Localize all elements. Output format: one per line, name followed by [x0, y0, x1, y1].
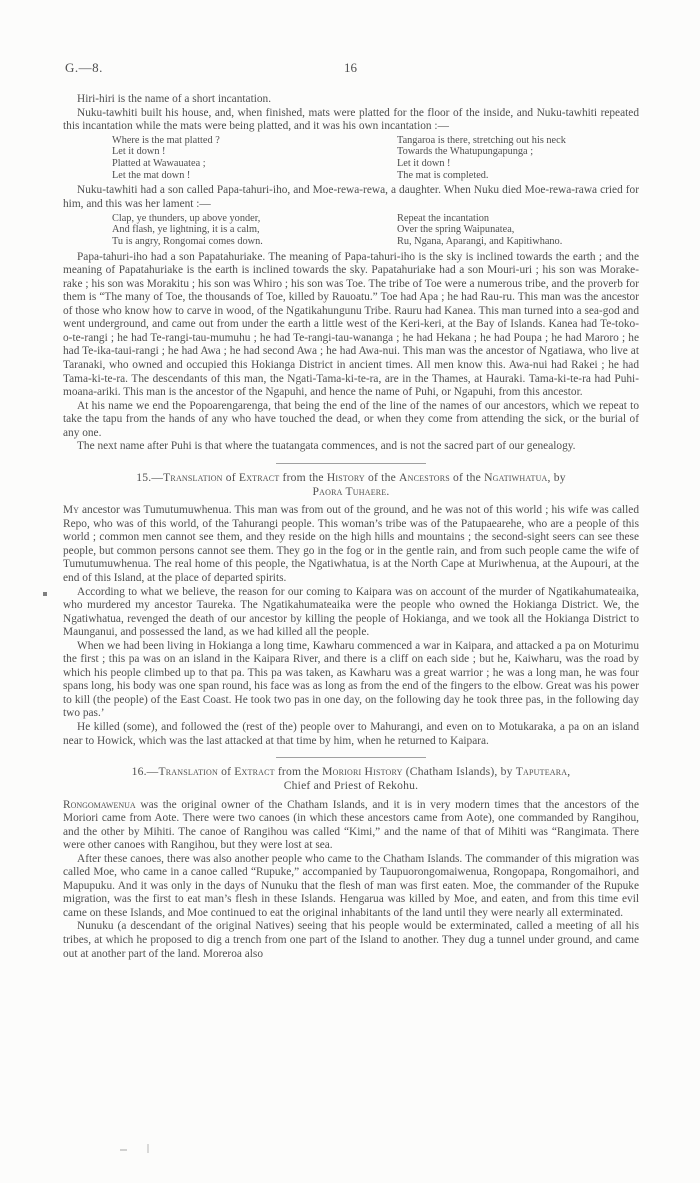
- paragraph-text: He killed (some), and followed the (rest of the) people over to Mahurangi, and even on to Motukaraka, a pa on an island near to Howick, which was the last attacked at that time by him, when he returned to Kaipara.: [63, 721, 639, 747]
- paragraph: [63, 251, 639, 400]
- small-caps-text: Rongomawenua: [63, 798, 136, 811]
- lament-verse-left-column: [112, 213, 374, 248]
- paragraph-text: When we had been living in Hokianga a long time, Kawharu commenced a war in Kaipara, and attacked a pa on Moturimu the first ; this pa was on an island in the Kaipara River, and there is a cliff on each side ; but he, Kaiwharu, was the road by which his people climbed up to that pa. This pa was taken, as Kawharu was a great warrior ; he was a long man, he was four spans long, his body was one span round, his face was as long as from the end of the fingers to the elbow. Great was his power to kill (the people) of the East Coast. He took two pas in one day, on the following day he took three pas, in the following day two pas.’: [63, 639, 639, 720]
- lament-intro-paragraph: [63, 184, 639, 211]
- heading-text-segment: Ngatiwhatua: [484, 470, 548, 484]
- section-16-heading-line-1: [63, 765, 639, 779]
- heading-text-segment: (Chatham Islands), by: [402, 765, 516, 779]
- verse-line: Clap, ye thunders, up above yonder,: [112, 212, 261, 224]
- document-reference: G.—8.: [65, 60, 103, 75]
- verse-line: Tu is angry, Rongomai comes down.: [112, 235, 263, 247]
- small-caps-text: My: [63, 504, 79, 517]
- verse-line: Platted at Wawauatea ;: [112, 158, 206, 170]
- ink-speck: [147, 1144, 149, 1153]
- heading-text-segment: of: [222, 470, 239, 484]
- paragraph: [63, 721, 639, 748]
- section-15-heading: [63, 471, 639, 499]
- ink-speck: [120, 1149, 127, 1151]
- heading-text-segment: History: [326, 470, 365, 484]
- verse-line: Let it down !: [112, 146, 166, 158]
- paragraph: [63, 504, 639, 585]
- paragraph-text: ancestor was Tumutumuwhenua. This man was from out of the ground, and he was not of this world ; his wife was called Repo, who was of this world, of the Tahurangi people. This woman’s tribe was of the Patupaearehe, who are a people of this world ; common men cannot see them, and they reside on the high hills and mountains ; the second-sight seers can see these people, but common persons cannot see them. They go in the fog or in the gentle rain, and from such people came the wife of Tumutumuwhenua. The real home of this people, the Ngatiwhatua, is at the North Cape at Muriwhenua, at the Aupouri, at the end of this Island, at the place of departed spirits.: [63, 504, 639, 584]
- verse-line: And flash, ye lightning, it is a calm,: [112, 224, 260, 236]
- document-body: [63, 93, 639, 961]
- heading-text-segment: Translation: [158, 765, 218, 779]
- lament-verse: [63, 213, 639, 248]
- heading-text-segment: from the: [274, 765, 323, 779]
- heading-text-segment: of the: [449, 470, 485, 484]
- incantation-verse-left-column: [112, 135, 374, 182]
- heading-text-segment: from the: [279, 470, 327, 484]
- paragraph-text: Papa-tahuri-iho had a son Papatahuriake. The meaning of Papa-tahuri-iho is the sky is inclined towards the earth ; and the meaning of Papatahuriake is the earth is inclined towards the sky. Papatahuriake had a son Mouri-uri ; his son was Morake-rake ; his son was Morakitu ; his son was Whiro ; his son was Toe. The tribe of Toe were a numerous tribe, and the proverb for them is “The many of Toe, the thousands of Toe, killed by Rauoatu.” Toe had Apa ; he had Rau-ru. This man was the ancestor of those who know how to carve in wood, of the Ngatikahungunu Tribe. Rauru had Kanea. This man turned into a sea-god and went underground, and came out from under the earth a little west of the Keri-keri, at the Bay of Islands. Kanea had Te-toko-o-te-rangi ; he had Te-rangi-tau-mumuhu ; he had Te-rangi-tau-wananga ; he had Hekana ; he had Poupa ; he had Maroro ; he had Te-ika-taui-rangi ; he had Awa ; he had second Awa ; he had Awa-nui. This man was the ancestor of Ngatiawa, who live at Taranaki, who owned and occupied this Hokianga District in ancient times. All men know this. Awa-nui had Rakei ; he had Tama-ki-te-ra. The descendants of this man, the Ngati-Tama-ki-te-ra, are in the Thames, at Hauraki. Tama-ki-te-ra had Puhi-moana-ariki. This man is the ancestor of the Ngapuhi, and hence the name of Puhi, or Ngapuhi, from this ancestor.: [63, 250, 639, 399]
- verse-line: Towards the Whatupungapunga ;: [397, 146, 534, 158]
- section-15-heading-line-2: [63, 485, 639, 499]
- heading-text-segment: Taputeara: [515, 765, 568, 779]
- paragraph: [63, 586, 639, 640]
- paragraph: [63, 400, 639, 441]
- heading-text-segment: Paora Tuhaere.: [312, 485, 390, 499]
- intro-paragraphs: [63, 93, 639, 134]
- heading-text-segment: Moriori History: [322, 765, 403, 779]
- paragraph: [63, 440, 639, 454]
- paragraph: [63, 184, 639, 211]
- section-16-heading-line-2: [63, 779, 639, 793]
- paragraph-text: The next name after Puhi is that where the tuatangata commences, and is not the sacred part of our genealogy.: [77, 440, 576, 453]
- heading-text-segment: Extract: [238, 470, 280, 484]
- page-number: 16: [344, 60, 357, 75]
- paragraph: [63, 107, 639, 134]
- genealogy-paragraphs: [63, 251, 639, 454]
- paragraph-text: Hiri-hiri is the name of a short incantation.: [77, 93, 272, 105]
- ink-speck: [43, 592, 47, 596]
- heading-text-segment: of: [218, 765, 235, 779]
- verse-line: Where is the mat platted ?: [112, 134, 220, 146]
- paragraph-text: Nuku-tawhiti built his house, and, when finished, mats were platted for the floor of the inside, and Nuku-tawhiti repeated this incantation while the mats were being platted, and it was his own incantation :—: [63, 106, 639, 133]
- incantation-verse: [63, 135, 639, 182]
- section-15-heading-line-1: [63, 471, 639, 485]
- section-divider-2: [276, 757, 426, 758]
- heading-text-segment: Ancestors: [399, 470, 450, 484]
- section-divider-1: [276, 463, 426, 464]
- paragraph-text: After these canoes, there was also another people who came to the Chatham Islands. The commander of this migration was called Moe, who came in a canoe called “Rupuke,” accompanied by Taupuorongomaiwenua, Rongopapa, Rongomaihori, and Mapupuku. And it was only in the days of Nunuku that the flesh of man was first eaten. Moe, the commander of the Rupuke migration, was the first to eat man’s flesh in these Islands. Hengarua was killed by Moe, and eaten, and from this time evil came on these Islands, and Moe continued to eat the original inhabitants of the land until they were nearly all exterminated.: [63, 852, 639, 919]
- verse-line: The mat is completed.: [397, 169, 489, 181]
- heading-text-segment: Translation: [163, 470, 223, 484]
- paragraph: [63, 93, 639, 107]
- verse-line: Ru, Ngana, Aparangi, and Kapitiwhano.: [397, 235, 563, 247]
- section-15-paragraphs: [63, 504, 639, 748]
- verse-line: Over the spring Waipunatea,: [397, 224, 515, 236]
- heading-text-segment: Extract: [234, 765, 275, 779]
- verse-line: Repeat the incantation: [397, 212, 490, 224]
- heading-text-segment: of the: [364, 470, 400, 484]
- heading-text-segment: 16.—: [131, 765, 159, 779]
- incantation-verse-right-column: [397, 135, 566, 182]
- section-16-paragraphs: [63, 799, 639, 962]
- verse-line: Let the mat down !: [112, 169, 191, 181]
- page-header: [63, 60, 638, 78]
- paragraph-text: According to what we believe, the reason for our coming to Kaipara was on account of the murder of Ngatikahumateaika, who murdered my ancestor Taureka. The Ngatikahumateaika were the people who owned the Hokianga District. We, the Ngatiwhatua, revenged the death of our ancestor by killing the people of Hokianga, and we took all the Hokianga District to Maunganui, and possessed the land, as we had killed all the people.: [63, 585, 639, 639]
- lament-verse-right-column: [397, 213, 562, 248]
- paragraph-text: Nuku-tawhiti had a son called Papa-tahuri-iho, and Moe-rewa-rewa, a daughter. When Nuku died Moe-rewa-rawa cried for him, and this was her lament :—: [63, 184, 639, 210]
- paragraph: [63, 920, 639, 961]
- verse-line: Tangaroa is there, stretching out his neck: [397, 134, 566, 146]
- heading-text-segment: ,: [567, 765, 571, 779]
- paragraph: [63, 799, 639, 853]
- verse-line: Let it down !: [397, 158, 451, 170]
- paragraph-text: Nunuku (a descendant of the original Natives) seeing that his people would be exterminated, called a meeting of all his tribes, at which he proposed to dig a trench from one part of the Island to another. They dug a tunnel under ground, and came out at another part of the land. Moreroa also: [63, 920, 639, 960]
- paragraph: [63, 640, 639, 721]
- heading-text-segment: Chief and Priest of Rekohu.: [283, 779, 419, 793]
- section-16-heading: [63, 765, 639, 793]
- heading-text-segment: 15.—: [136, 470, 164, 484]
- paragraph-text: was the original owner of the Chatham Islands, and it is in very modern times that the ancestors of the Moriori came from Aote. There were two canoes (in which these ancestors came from Aote), one commanded by Rangihou, and the other by Mihiti. The canoe of Rangihou was called “Kimi,” and the name of that of Mihiti was “Rangimata. There were other canoes with Rangihou, but they were lost at sea.: [63, 798, 639, 852]
- paragraph: [63, 853, 639, 921]
- heading-text-segment: , by: [547, 470, 566, 484]
- paragraph-text: At his name we end the Popoarengarenga, that being the end of the line of the names of our ancestors, which we repeat to take the tapu from the hands of any who have touched the dead, or when they come from attending the sick, or the burial of any one.: [63, 399, 639, 439]
